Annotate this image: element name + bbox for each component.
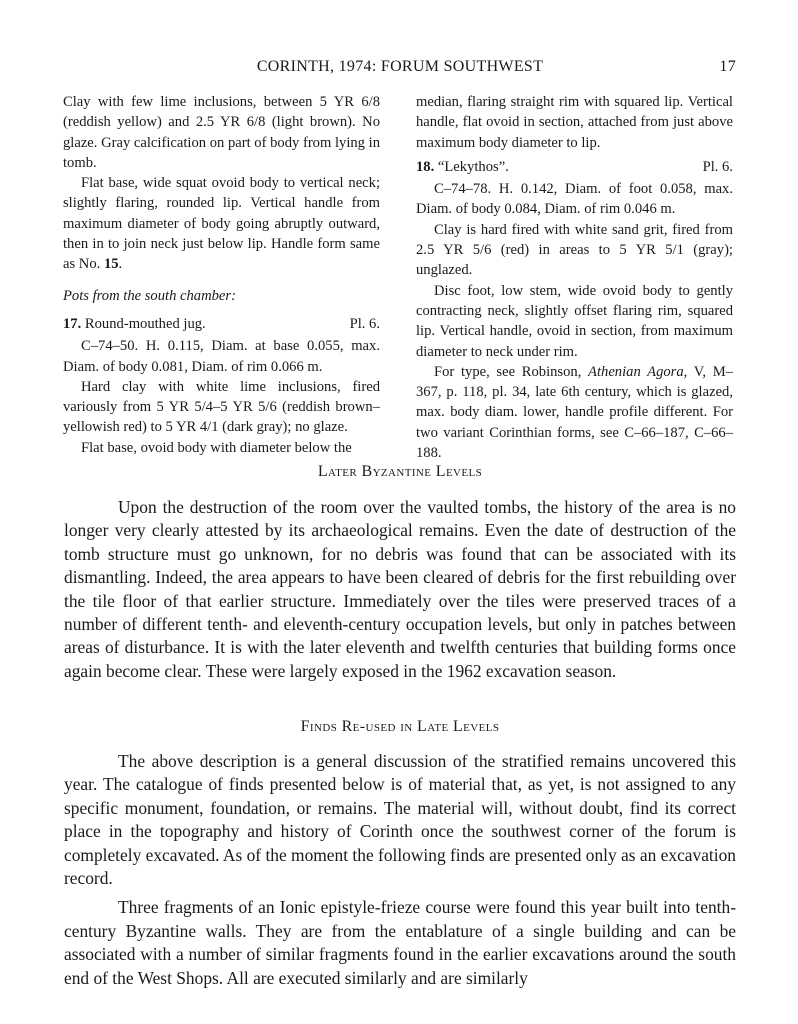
left-column (63, 92, 380, 458)
paragraph: Flat base, ovoid body with diameter below the (81, 439, 352, 456)
paragraph: Clay with few lime inclusions, between 5 YR 6/8 (reddish yellow) and 2.5 YR 6/8 (light brown). No glaze. Gray calcification on part of body from lying in tomb. (63, 94, 380, 171)
paragraph: C–74–50. H. 0.115, Diam. at base 0.055, max. Diam. of body 0.081, Diam. of rim 0.066 m. (63, 338, 380, 375)
paragraph: Hard clay with white lime inclusions, fired variously from 5 YR 5/4–5 YR 5/6 (reddish brown–yellowish red) to 5 YR 4/1 (dark gray); no glaze. (63, 378, 380, 436)
section-body-later-byzantine (64, 496, 736, 683)
paragraph: median, flaring straight rim with squared lip. Vertical handle, flat ovoid in section, attached from just above maximum body diameter to lip. (416, 94, 733, 151)
right-column (416, 92, 733, 463)
plate-reference: Pl. 6. (702, 158, 733, 175)
paragraph: For type, see Robinson, Athenian Agora, V, M–367, p. 118, pl. 34, late 6th century, which is glazed, max. body diam. lower, handle profile different. For two variant Corinthian forms, see C–66–187, C–66–188. (416, 363, 733, 462)
section-heading-finds-reused: Finds Re-used in Late Levels (300, 718, 500, 735)
entry-number: 17. (63, 315, 82, 332)
paragraph: Three fragments of an Ionic epistyle-frieze course were found this year built into tenth-century Byzantine walls. They are from the entablature of a single building and can be associated with a number of similar fragments found in the earlier excavations around the south end of the West Shops. All are executed similarly and are similarly (64, 897, 736, 988)
paragraph: C–74–78. H. 0.142, Diam. of foot 0.058, max. Diam. of body 0.084, Diam. of rim 0.046 m. (416, 181, 733, 218)
paragraph: The above description is a general discussion of the stratified remains uncovered this year. The catalogue of finds presented below is of material that, as yet, is not assigned to any specific monument, foundation, or remains. The material will, without doubt, find its correct place in the topography and history of Corinth once the southwest corner of the forum is completely excavated. As of the moment the following finds are presented only as an excavation record. (64, 751, 736, 889)
section-heading-later-byzantine: Later Byzantine Levels (317, 463, 483, 480)
running-header (64, 58, 736, 78)
paragraph: Upon the destruction of the room over the vaulted tombs, the history of the area is no longer very clearly attested by its archaeological remains. Even the date of destruction of the tomb structure must go unknown, for no debris was found that can be associated with its dismantling. Indeed, the area appears to have been cleared of debris for the first rebuilding over the tile floor of that earlier structure. Immediately over the tiles were preserved traces of a number of different tenth- and eleventh-century occupation levels, but only in patches between areas of disturbance. It is with the later eleventh and twelfth centuries that building forms once again become clear. These were largely exposed in the 1962 excavation season. (64, 497, 736, 681)
entry-number: 18. (416, 158, 435, 175)
entry-name: “Lekythos”. (437, 158, 509, 175)
catalogue-entry-heading (63, 314, 380, 334)
paragraph: Flat base, wide squat ovoid body to vertical neck; slightly flaring, rounded lip. Vertical handle from maximum diameter of body going abruptly outward, then in to join neck just below lip. Handle form same as No. 15. (63, 175, 380, 273)
page-number: 17 (719, 58, 736, 75)
section-body-finds-reused (64, 750, 736, 990)
paragraph: Disc foot, low stem, wide ovoid body to gently contracting neck, slightly offset flaring rim, squared lip. Vertical handle, ovoid in section, from maximum diameter to neck under rim. (416, 282, 733, 360)
paragraph: Clay is hard fired with white sand grit, fired from 2.5 YR 5/6 (red) in areas to 5 YR 5/1 (gray); unglazed. (416, 221, 733, 279)
subheading: Pots from the south chamber: (63, 287, 236, 304)
running-title: CORINTH, 1974: FORUM SOUTHWEST (256, 58, 544, 75)
catalogue-entry-heading (416, 157, 733, 177)
plate-reference: Pl. 6. (349, 315, 380, 332)
entry-name: Round-mouthed jug. (84, 315, 206, 332)
